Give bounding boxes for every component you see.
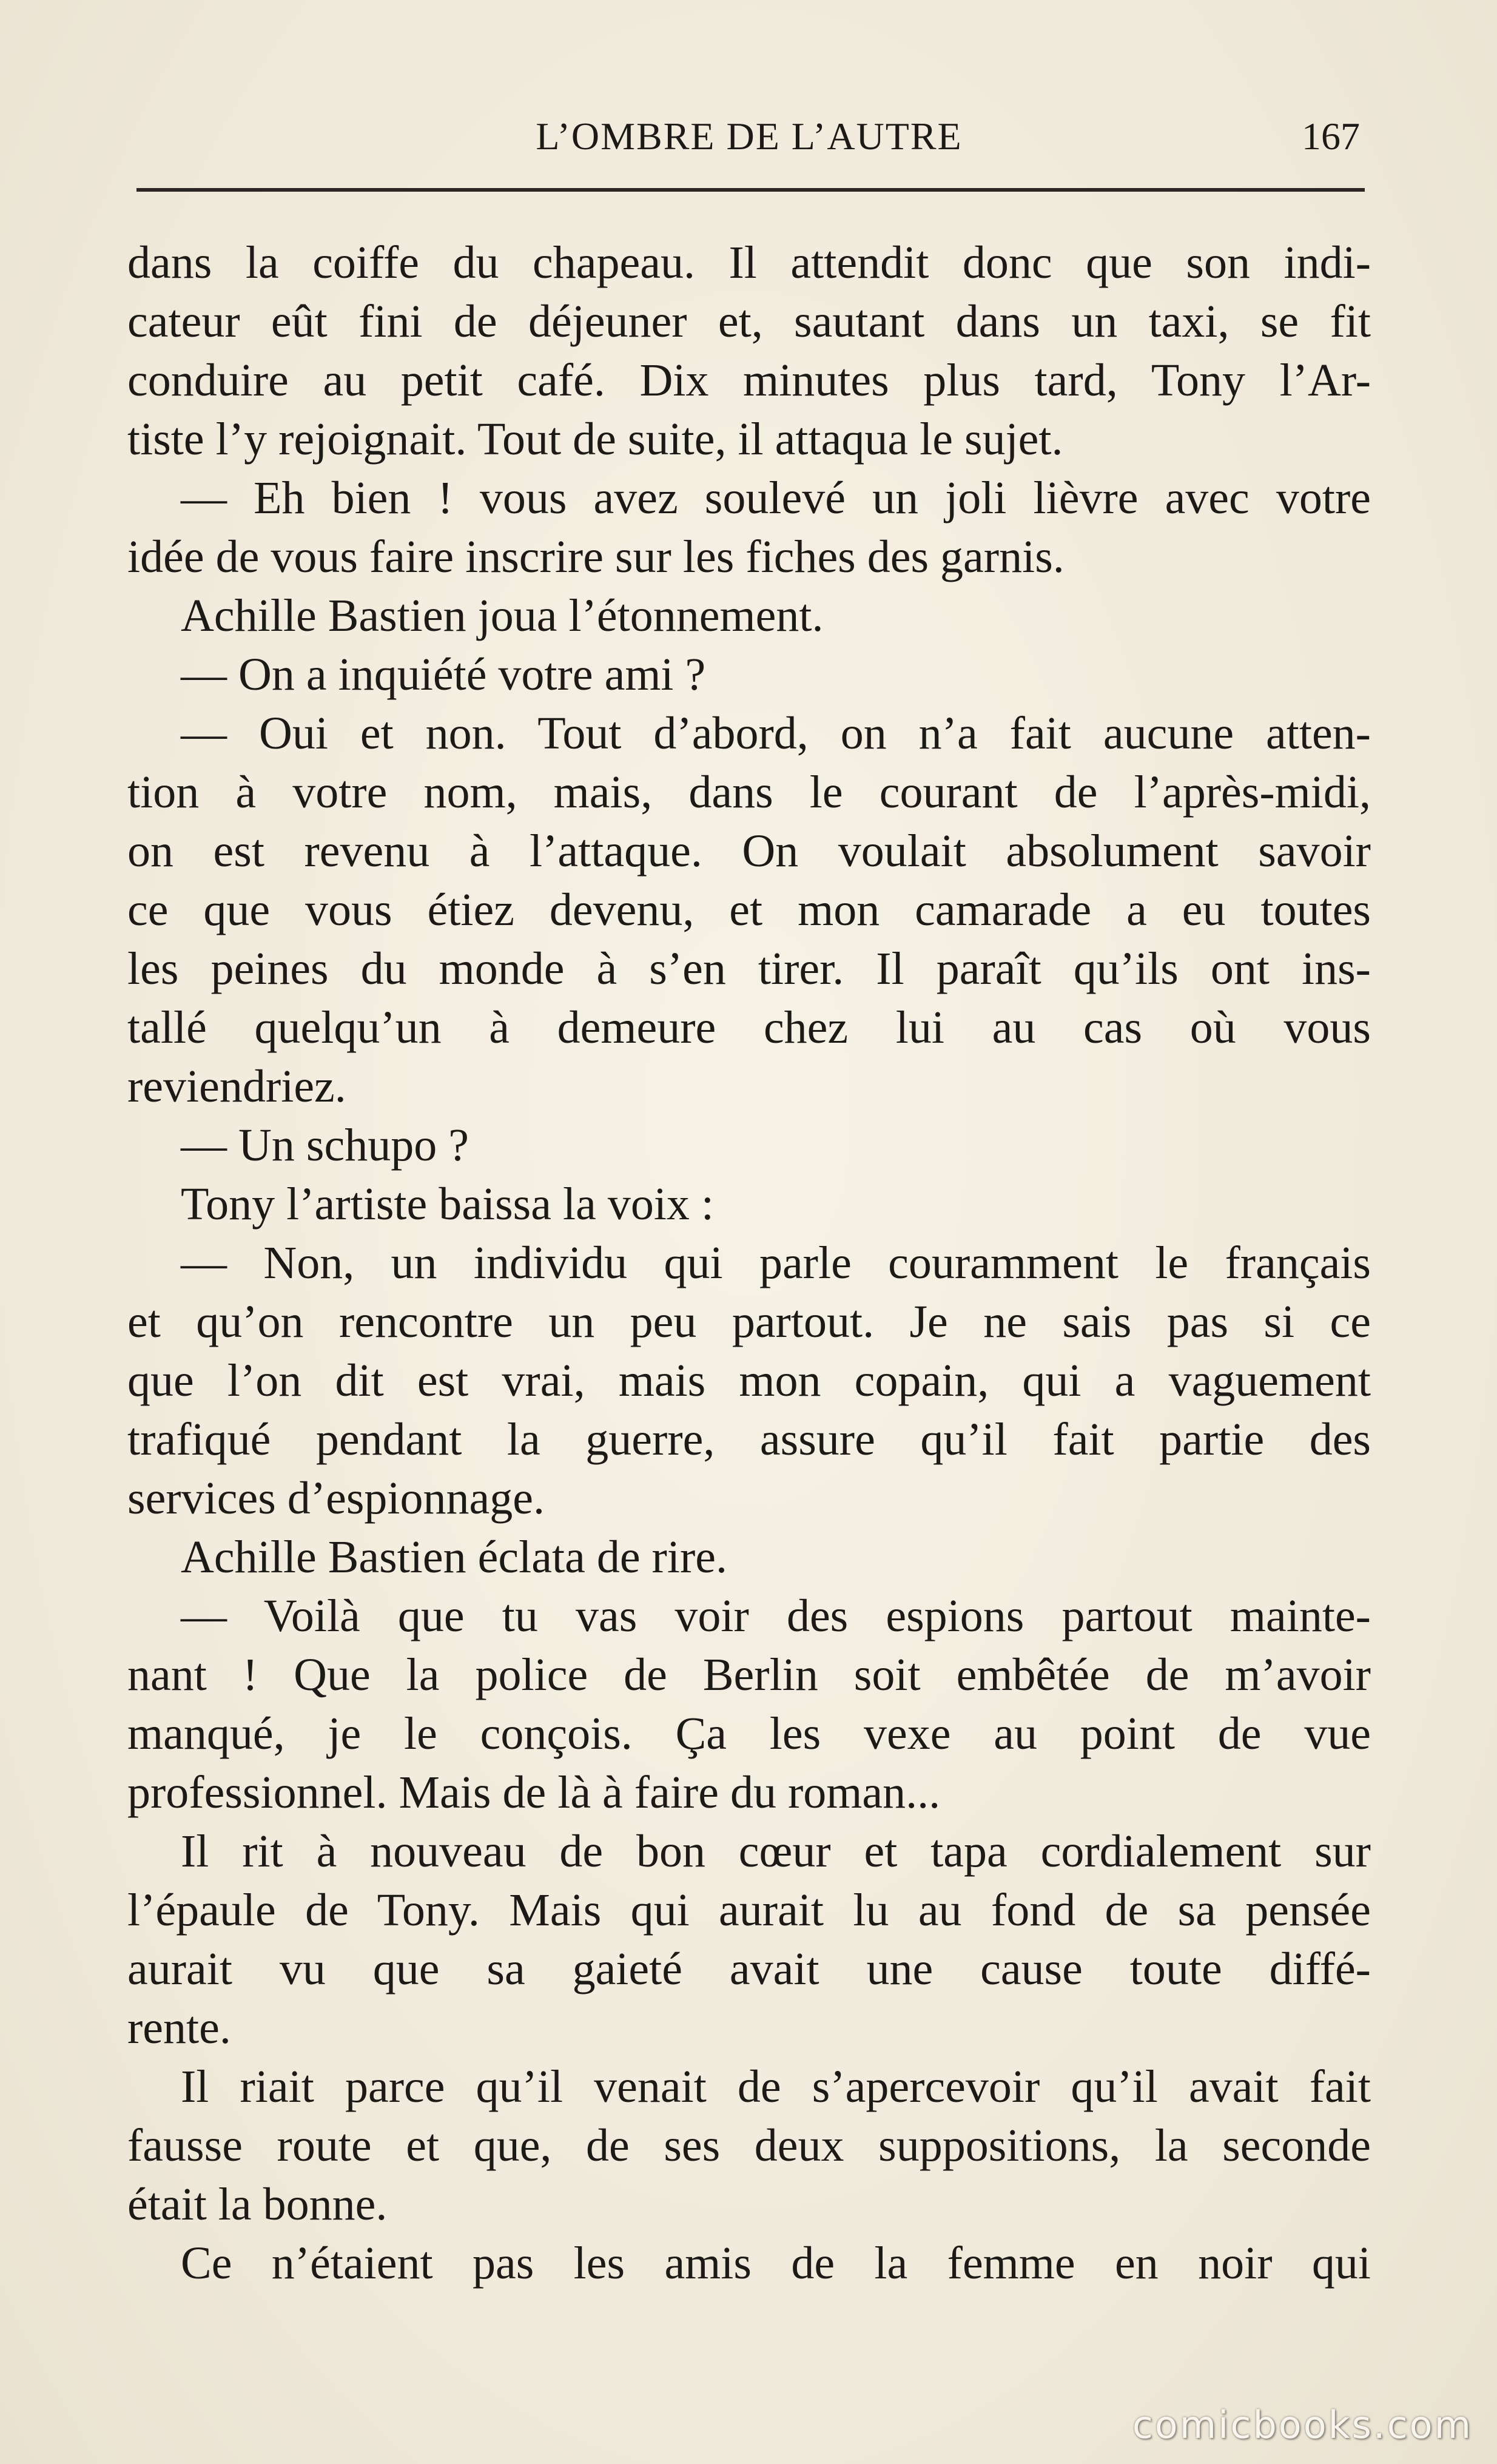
text-line: — Voilà que tu vas voir des espions partout mainte- — [181, 1590, 1371, 1641]
text-line: — On a inquiété votre ami ? — [181, 649, 706, 700]
text-line: tallé quelqu’un à demeure chez lui au cas où vous — [127, 1002, 1371, 1053]
page-number: 167 — [1302, 115, 1360, 158]
body-text — [127, 234, 1371, 2293]
text-line: idée de vous faire inscrire sur les fiches des garnis. — [127, 531, 1065, 582]
text-line: tion à votre nom, mais, dans le courant de l’après-midi, — [127, 767, 1371, 818]
running-title: L’OMBRE DE L’AUTRE — [536, 115, 963, 158]
text-line: — Oui et non. Tout d’abord, on n’a fait aucune atten- — [181, 708, 1371, 759]
text-line: aurait vu que sa gaieté avait une cause toute diffé- — [127, 1944, 1371, 1994]
text-line: — Un schupo ? — [181, 1120, 469, 1171]
header-rule — [136, 188, 1365, 192]
text-line: cateur eût fini de déjeuner et, sautant dans un taxi, se fit — [127, 296, 1371, 347]
text-line: et qu’on rencontre un peu partout. Je ne sais pas si ce — [127, 1296, 1371, 1347]
text-line: que l’on dit est vrai, mais mon copain, qui a vaguement — [127, 1355, 1371, 1406]
text-line: — Eh bien ! vous avez soulevé un joli lièvre avec votre — [181, 473, 1371, 523]
text-line: tiste l’y rejoignait. Tout de suite, il attaqua le sujet. — [127, 414, 1063, 465]
text-line: Il rit à nouveau de bon cœur et tapa cordialement sur — [181, 1826, 1371, 1877]
page-header — [133, 103, 1365, 170]
text-line: on est revenu à l’attaque. On voulait absolument savoir — [127, 826, 1371, 877]
text-line: reviendriez. — [127, 1061, 346, 1112]
text-line: dans la coiffe du chapeau. Il attendit donc que son indi- — [127, 237, 1371, 288]
text-line: manqué, je le conçois. Ça les vexe au point de vue — [127, 1708, 1371, 1759]
text-line: Achille Bastien éclata de rire. — [181, 1532, 728, 1583]
text-line: ce que vous étiez devenu, et mon camarade a eu toutes — [127, 884, 1371, 935]
text-line: conduire au petit café. Dix minutes plus tard, Tony l’Ar- — [127, 355, 1371, 406]
text-line: services d’espionnage. — [127, 1473, 545, 1524]
text-line: professionnel. Mais de là à faire du roman... — [127, 1767, 941, 1818]
text-line: rente. — [127, 2002, 231, 2053]
text-line: les peines du monde à s’en tirer. Il paraît qu’ils ont ins- — [127, 943, 1371, 994]
text-line: Achille Bastien joua l’étonnement. — [181, 590, 824, 641]
text-line: l’épaule de Tony. Mais qui aurait lu au fond de sa pensée — [127, 1885, 1371, 1936]
text-line: trafiqué pendant la guerre, assure qu’il fait partie des — [127, 1414, 1371, 1465]
text-line: — Non, un individu qui parle couramment le français — [181, 1237, 1371, 1288]
text-line: nant ! Que la police de Berlin soit embêtée de m’avoir — [127, 1649, 1371, 1700]
text-line: Il riait parce qu’il venait de s’apercevoir qu’il avait fait — [181, 2061, 1371, 2112]
watermark: comicbooks.com — [1132, 2403, 1473, 2447]
text-line: était la bonne. — [127, 2179, 388, 2230]
text-line: Tony l’artiste baissa la voix : — [181, 1179, 715, 1230]
text-line: fausse route et que, de ses deux suppositions, la seconde — [127, 2120, 1371, 2171]
text-line: Ce n’étaient pas les amis de la femme en noir qui — [181, 2238, 1371, 2289]
